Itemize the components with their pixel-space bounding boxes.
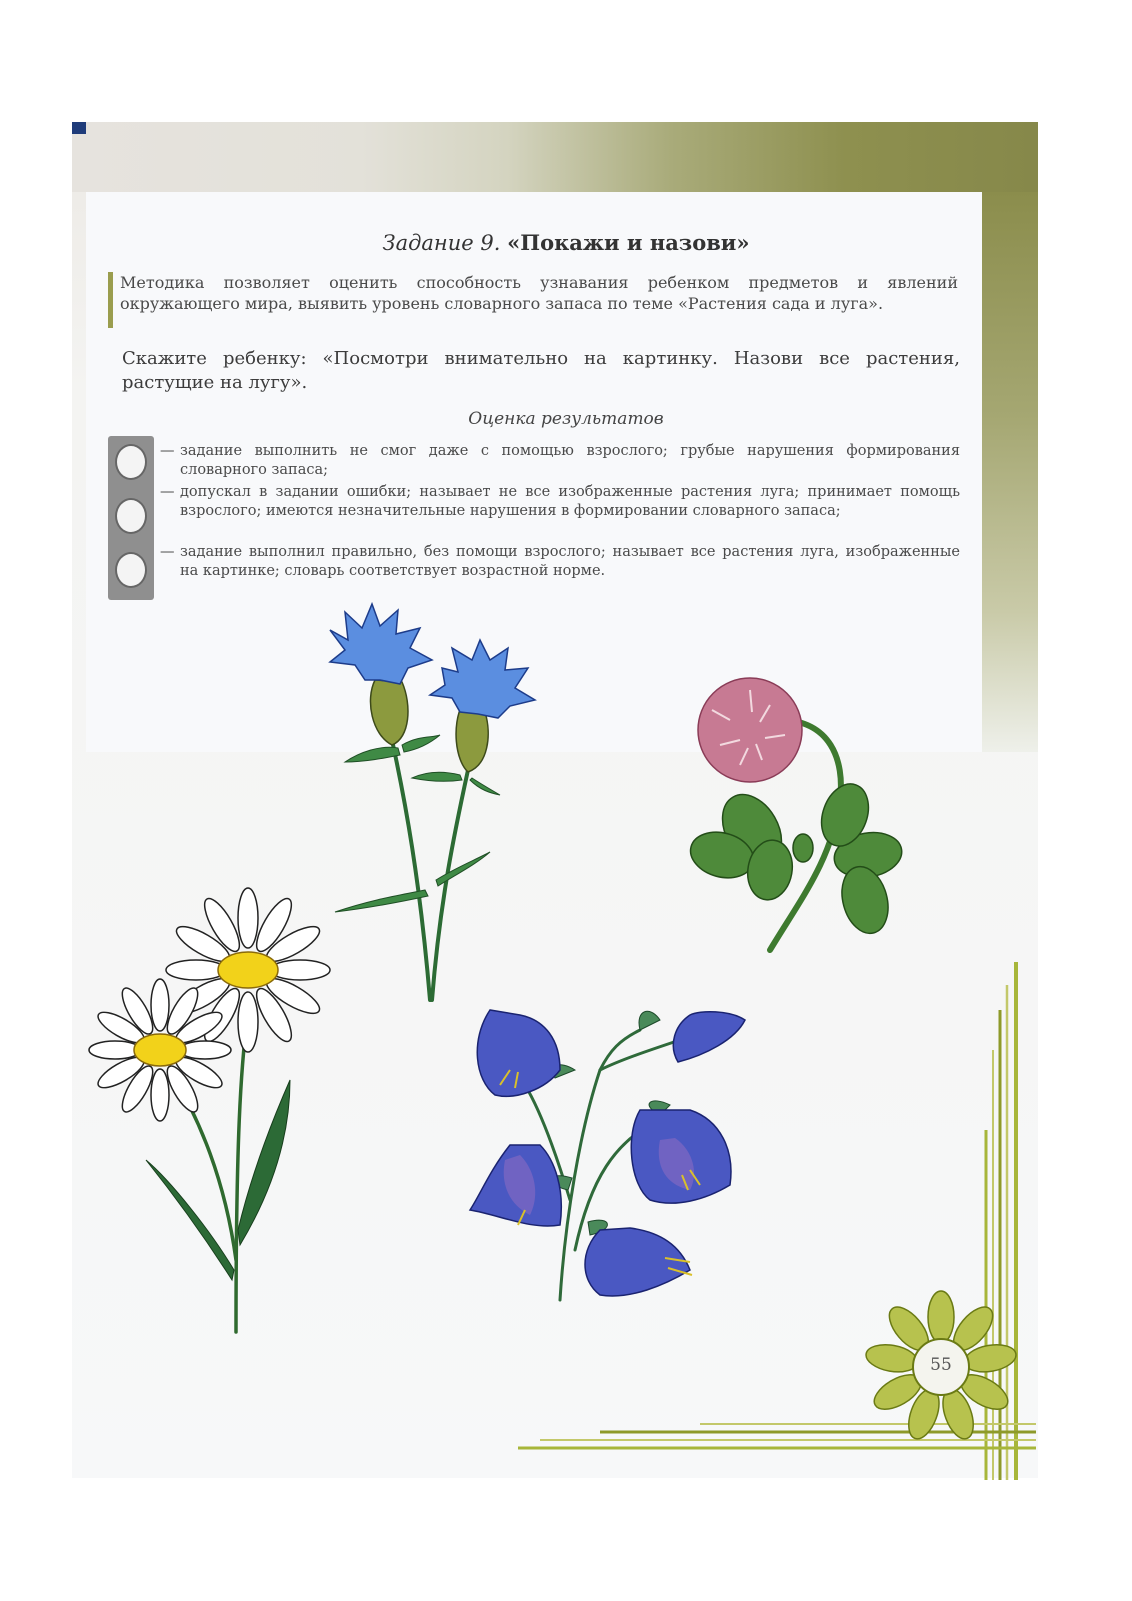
criterion-high: — задание выполнил правильно, без помощи взрослого; называет все растения луга, изображенные на картинке; словарь соответствует возрастной норме. (160, 544, 960, 579)
criterion-low-text: задание выполнить не смог даже с помощью взрослого; грубые нарушения формирования словарного запаса; (180, 443, 960, 478)
task-name: «Покажи и назови» (507, 230, 750, 255)
results-title: Оценка результатов (468, 409, 664, 429)
page-number: 55 (930, 1355, 952, 1375)
criterion-low: — задание выполнить не смог даже с помощью взрослого; грубые нарушения формирования словарного запаса; (160, 443, 960, 478)
criterion-mid-text: допускал в задании ошибки; называет не все изображенные растения луга; принимает помощь взрослого; имеются незначительные нарушения в формировании словарного запаса; (180, 484, 960, 519)
instruction-paragraph: Скажите ребенку: «Посмотри внимательно на картинку. Назови все растения, растущие на лугу». (122, 348, 960, 393)
intro-paragraph: Методика позволяет оценить способность узнавания ребенком предметов и явлений окружающего мира, выявить уровень словарного запаса по теме «Растения сада и луга». (120, 273, 958, 313)
task-label: Задание 9. (382, 231, 501, 255)
criterion-mid: — допускал в задании ошибки; называет не все изображенные растения луга; принимает помощь взрослого; имеются незначительные нарушения в формировании словарного запаса; (160, 484, 960, 519)
cornflower-illustration (330, 604, 535, 1000)
clover-illustration (685, 678, 905, 950)
criterion-high-text: задание выполнил правильно, без помощи взрослого; называет все растения луга, изображенные на картинке; словарь соответствует возрастной норме. (180, 544, 960, 579)
bellflower-illustration (470, 1010, 745, 1300)
daisy-illustration (89, 888, 330, 1332)
